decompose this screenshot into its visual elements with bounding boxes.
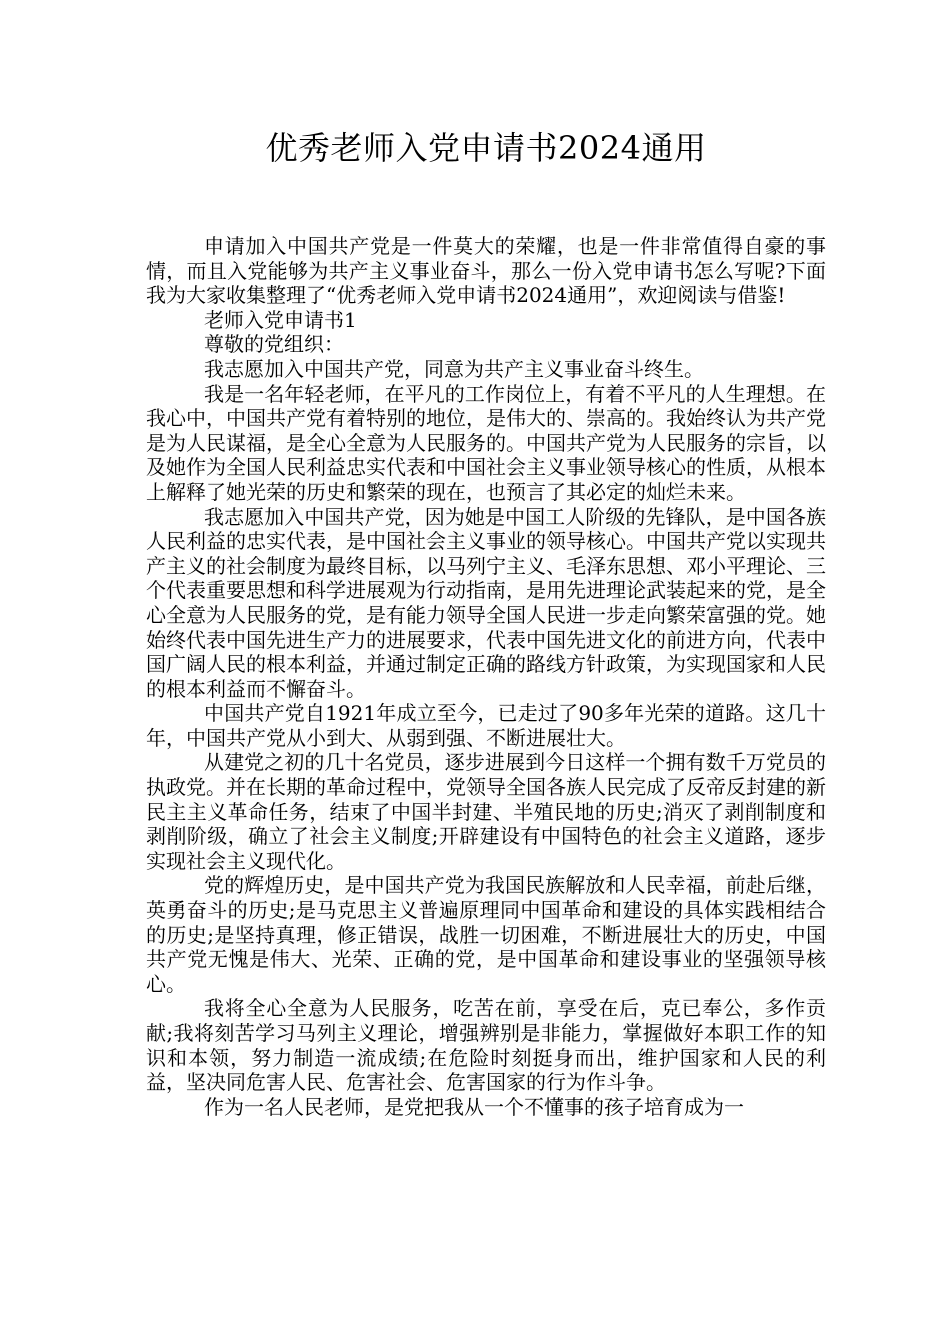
body-paragraph: 从建党之初的几十名党员，逐步进展到今日这样一个拥有数千万党员的执政党。并在长期的革命过程中，党领导全国各族人民完成了反帝反封建的新民主主义革命任务，结束了中国半封建、半殖民地的历史;消灭了剥削制度和剥削阶级，确立了社会主义制度;开辟建设有中国特色的社会主义道路，逐步实现社会主义现代化。	[146, 750, 826, 873]
body-paragraph: 我将全心全意为人民服务，吃苦在前，享受在后，克已奉公，多作贡献;我将刻苦学习马列主义理论，增强辨别是非能力，掌握做好本职工作的知识和本领，努力制造一流成绩;在危险时刻挺身而出，维护国家和人民的利益，坚决同危害人民、危害社会、危害国家的行为作斗争。	[146, 996, 826, 1095]
section-heading: 老师入党申请书1	[204, 307, 357, 332]
body-paragraph: 党的辉煌历史，是中国共产党为我国民族解放和人民幸福，前赴后继，英勇奋斗的历史;是马克思主义普遍原理同中国革命和建设的具体实践相结合的历史;是坚持真理，修正错误，战胜一切困难，不断进展壮大的历史，中国共产党无愧是伟大、光荣、正确的党，是中国革命和建设事业的坚强领导核心。	[146, 873, 826, 996]
body-paragraph: 我志愿加入中国共产党，同意为共产主义事业奋斗终生。	[204, 356, 704, 381]
intro-paragraph: 申请加入中国共产党是一件莫大的荣耀，也是一件非常值得自豪的事情，而且入党能够为共产主义事业奋斗，那么一份入党申请书怎么写呢?下面我为大家收集整理了“优秀老师入党申请书2024通用”，欢迎阅读与借鉴!	[146, 234, 826, 308]
document-title: 优秀老师入党申请书2024通用	[265, 129, 707, 167]
document-body	[146, 234, 826, 1119]
body-paragraph: 作为一名人民老师，是党把我从一个不懂事的孩子培育成为一	[204, 1094, 744, 1119]
body-paragraph: 我是一名年轻老师，在平凡的工作岗位上，有着不平凡的人生理想。在我心中，中国共产党有着特别的地位，是伟大的、崇高的。我始终认为共产党是为人民谋福，是全心全意为人民服务的。中国共产党为人民服务的宗旨，以及她作为全国人民利益忠实代表和中国社会主义事业领导核心的性质，从根本上解释了她光荣的历史和繁荣的现在，也预言了其必定的灿烂未来。	[146, 381, 826, 504]
body-paragraph: 我志愿加入中国共产党，因为她是中国工人阶级的先锋队，是中国各族人民利益的忠实代表，是中国社会主义事业的领导核心。中国共产党以实现共产主义的社会制度为最终目标，以马列宁主义、毛泽东思想、邓小平理论、三个代表重要思想和科学进展观为行动指南，是用先进理论武装起来的党，是全心全意为人民服务的党，是有能力领导全国人民进一步走向繁荣富强的党。她始终代表中国先进生产力的进展要求，代表中国先进文化的前进方向，代表中国广阔人民的根本利益，并通过制定正确的路线方针政策，为实现国家和人民的根本利益而不懈奋斗。	[146, 504, 826, 701]
body-paragraph: 中国共产党自1921年成立至今，已走过了90多年光荣的道路。这几十年，中国共产党从小到大、从弱到强、不断进展壮大。	[146, 701, 826, 750]
salutation: 尊敬的党组织：	[204, 332, 344, 357]
